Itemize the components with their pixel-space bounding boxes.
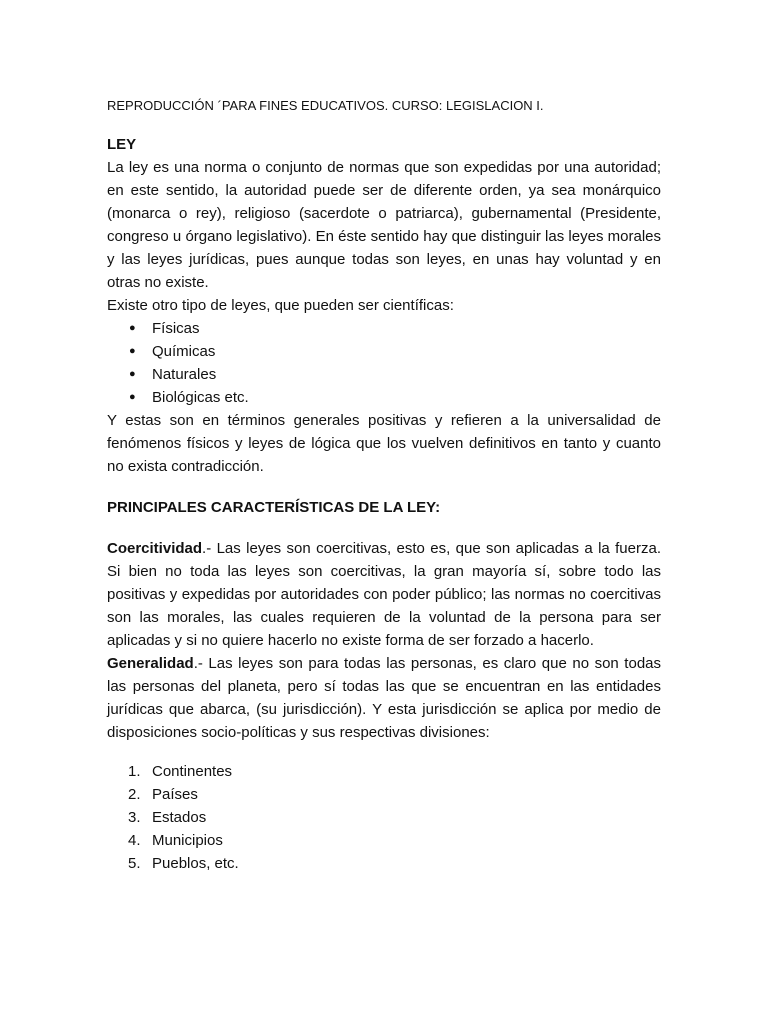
list-number: 1.	[128, 763, 141, 780]
list-number: 4.	[128, 832, 141, 849]
list-item	[107, 386, 661, 409]
coercitividad-term: Coercitividad	[107, 540, 203, 557]
coercitividad-text: .- Las leyes son coercitivas, esto es, que son aplicadas a la fuerza. Si bien no toda las leyes son coercitivas, la gran mayoría sí, sobre todo las positivas y expedidas por autoridades con poder público; las normas no coercitivas son las morales, las cuales requieren de la voluntad de la persona para ser aplicadas y si no quiere hacerlo no existe forma de ser forzado a hacerlo.	[107, 540, 661, 649]
generalidad-paragraph	[107, 652, 661, 744]
list-item-label: Continentes	[152, 763, 233, 780]
ley-title: LEY	[107, 136, 137, 153]
bullet-icon: ●	[129, 391, 136, 403]
coercitividad-paragraph	[107, 537, 661, 652]
list-item-label: Químicas	[152, 343, 216, 360]
list-item	[107, 760, 661, 783]
list-item-label: Naturales	[152, 366, 217, 383]
scientific-laws-list	[107, 317, 661, 409]
caracteristicas-title: PRINCIPALES CARACTERÍSTICAS DE LA LEY:	[107, 499, 441, 516]
list-item-label: Biológicas etc.	[152, 389, 249, 406]
list-item-label: Físicas	[152, 320, 200, 337]
list-item-label: Municipios	[152, 832, 223, 849]
document-header: REPRODUCCIÓN ´PARA FINES EDUCATIVOS. CURSO: LEGISLACION I.	[107, 98, 544, 113]
bullet-icon: ●	[129, 345, 136, 357]
list-item	[107, 363, 661, 386]
list-item-label: Estados	[152, 809, 207, 826]
generalidad-text: .- Las leyes son para todas las personas, es claro que no son todas las personas del planeta, pero sí todas las que se encuentran en las entidades jurídicas que abarca, (su jurisdicción). Y esta jurisdicción se aplica por medio de disposiciones socio-políticas y sus respectivas divisiones:	[107, 655, 661, 741]
bullet-icon: ●	[129, 368, 136, 380]
generalidad-term: Generalidad	[107, 655, 194, 672]
list-item	[107, 806, 661, 829]
list-item	[107, 829, 661, 852]
otro-tipo-text: Existe otro tipo de leyes, que pueden ser científicas:	[107, 297, 454, 314]
list-number: 3.	[128, 809, 141, 826]
ley-paragraph: La ley es una norma o conjunto de normas que son expedidas por una autoridad; en este sentido, la autoridad puede ser de diferente orden, ya sea monárquico (monarca o rey), religioso (sacerdote o patriarca), gubernamental (Presidente, congreso u órgano legislativo). En éste sentido hay que distinguir las leyes morales y las leyes jurídicas, pues aunque todas son leyes, en unas hay voluntad y en otras no existe.	[107, 159, 661, 291]
positivas-paragraph: Y estas son en términos generales positivas y refieren a la universalidad de fenómenos físicos y leyes de lógica que los vuelven definitivos en tanto y cuanto no exista contradicción.	[107, 412, 661, 475]
bullet-icon: ●	[129, 322, 136, 334]
list-item	[107, 852, 661, 875]
list-number: 5.	[128, 855, 141, 872]
list-item	[107, 340, 661, 363]
document-content	[107, 97, 661, 875]
list-item	[107, 317, 661, 340]
list-item-label: Países	[152, 786, 198, 803]
list-number: 2.	[128, 786, 141, 803]
list-item	[107, 783, 661, 806]
list-item-label: Pueblos, etc.	[152, 855, 239, 872]
divisions-list	[107, 760, 661, 875]
